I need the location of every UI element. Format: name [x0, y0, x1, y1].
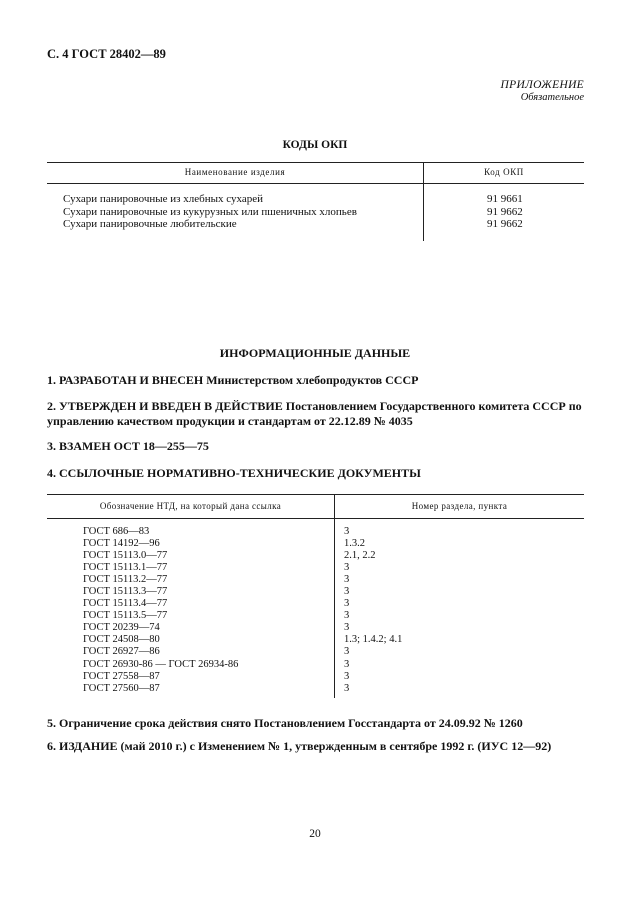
- info-item-2-line-2: управлению качеством продукции и стандартам от 22.12.89 № 4035: [47, 414, 413, 428]
- ref-section: 3: [344, 670, 350, 682]
- ref-doc: ГОСТ 686—83: [83, 526, 150, 537]
- ref-doc: ГОСТ 27560—87: [83, 682, 160, 694]
- okp-codes: [487, 193, 523, 231]
- ref-doc: ГОСТ 15113.2—77: [83, 574, 168, 586]
- refs-section-column: [344, 526, 402, 695]
- ref-doc: ГОСТ 20239—74: [83, 622, 160, 634]
- ref-doc: ГОСТ 15113.3—77: [83, 586, 168, 598]
- ref-section: 3: [344, 682, 350, 694]
- ref-section: 3: [344, 658, 350, 670]
- okp-row-code: 91 9662: [487, 205, 523, 218]
- ref-section: 3: [344, 526, 350, 537]
- info-item-1: 1. РАЗРАБОТАН И ВНЕСЕН Министерством хлебопродуктов СССР: [47, 373, 419, 387]
- ref-section: 3: [344, 562, 350, 574]
- table-rule: [47, 518, 584, 519]
- info-item-2: [47, 399, 587, 429]
- ref-section: 1.3; 1.4.2; 4.1: [344, 634, 403, 646]
- ref-section: 3: [344, 586, 350, 598]
- references-table: [47, 494, 584, 698]
- appendix-title: ПРИЛОЖЕНИЕ: [500, 79, 584, 91]
- refs-col-doc-header: Обозначение НТД, на который дана ссылка: [99, 501, 282, 511]
- info-item-2-line-1: 2. УТВЕРЖДЕН И ВВЕДЕН В ДЕЙСТВИЕ Постановлением Государственного комитета СССР по: [47, 399, 582, 413]
- okp-row-code: 91 9662: [487, 218, 523, 230]
- info-item-6: 6. ИЗДАНИЕ (май 2010 г.) с Изменением № 1, утвержденным в сентябре 1992 г. (ИУС 12—92): [47, 739, 552, 753]
- table-divider: [334, 494, 335, 698]
- refs-doc-column: [83, 526, 238, 695]
- okp-col-name-header: Наименование изделия: [184, 167, 286, 177]
- appendix-status: Обязательное: [520, 92, 584, 103]
- table-rule: [47, 494, 584, 495]
- ref-doc: ГОСТ 15113.1—77: [83, 562, 168, 574]
- okp-table: [47, 162, 584, 241]
- info-item-3: 3. ВЗАМЕН ОСТ 18—255—75: [47, 439, 209, 453]
- ref-section: 3: [344, 574, 350, 586]
- ref-doc: ГОСТ 15113.4—77: [83, 598, 168, 610]
- ref-section: 3: [344, 646, 350, 658]
- ref-doc: ГОСТ 15113.5—77: [83, 610, 168, 622]
- okp-title: КОДЫ ОКП: [282, 139, 348, 151]
- ref-section: 3: [344, 598, 350, 610]
- ref-doc: ГОСТ 15113.0—77: [83, 550, 168, 562]
- ref-section: 1.3.2: [344, 538, 365, 550]
- okp-row-name: Сухари панировочные из кукурузных или пшеничных хлопьев: [63, 205, 357, 218]
- okp-row-name: Сухари панировочные из хлебных сухарей: [63, 193, 263, 205]
- okp-col-code-header: Код ОКП: [484, 167, 524, 177]
- okp-names: [63, 193, 357, 231]
- appendix-label: [501, 79, 584, 103]
- page-number: 20: [309, 828, 321, 840]
- refs-col-sec-header: Номер раздела, пункта: [411, 501, 508, 511]
- ref-section: 3: [344, 622, 350, 634]
- ref-doc: ГОСТ 14192—96: [83, 538, 160, 550]
- document-header: С. 4 ГОСТ 28402—89: [47, 47, 166, 61]
- table-rule: [47, 162, 584, 163]
- ref-section: 2.1, 2.2: [344, 550, 376, 562]
- info-item-5: 5. Ограничение срока действия снято Постановлением Госстандарта от 24.09.92 № 1260: [47, 716, 523, 730]
- okp-row-code: 91 9661: [487, 193, 523, 205]
- ref-doc: ГОСТ 24508—80: [83, 634, 160, 646]
- info-title: ИНФОРМАЦИОННЫЕ ДАННЫЕ: [219, 346, 411, 360]
- ref-doc: ГОСТ 26927—86: [83, 646, 160, 658]
- ref-section: 3: [344, 610, 350, 622]
- ref-doc: ГОСТ 27558—87: [83, 670, 160, 682]
- ref-doc: ГОСТ 26930-86 — ГОСТ 26934-86: [83, 658, 239, 670]
- info-item-4: 4. ССЫЛОЧНЫЕ НОРМАТИВНО-ТЕХНИЧЕСКИЕ ДОКУМЕНТЫ: [47, 466, 421, 480]
- okp-row-name: Сухари панировочные любительские: [63, 218, 237, 230]
- table-rule: [47, 183, 584, 184]
